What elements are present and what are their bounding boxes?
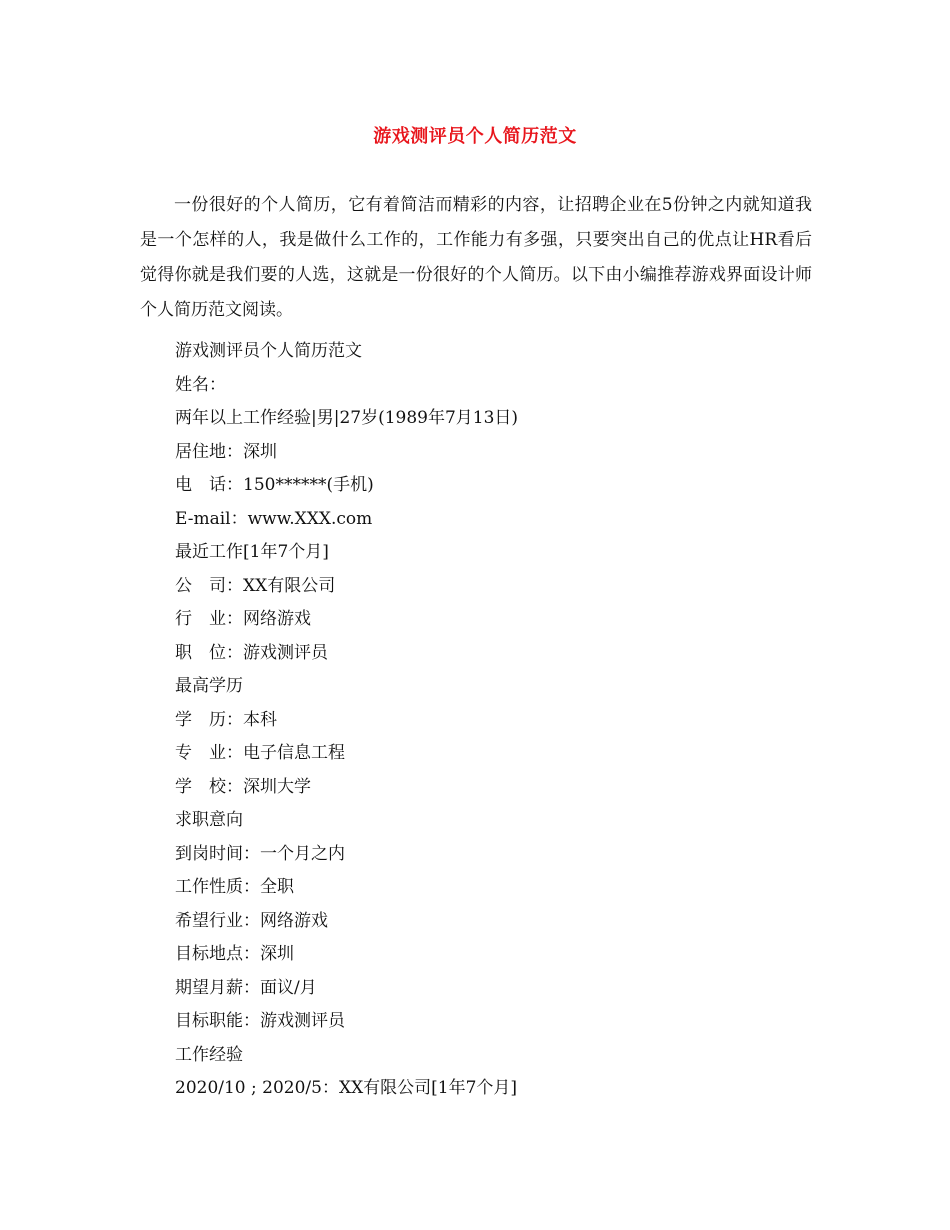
page-title: 游戏测评员个人简历范文 (373, 126, 577, 147)
line-education-heading: 最高学历 (175, 676, 243, 696)
line-major: 专 业：电子信息工程 (175, 743, 345, 763)
line-summary: 两年以上工作经验|男|27岁(1989年7月13日) (175, 408, 519, 428)
line-target-location: 目标地点：深圳 (175, 944, 294, 964)
line-email: E-mail：www.XXX.com (175, 508, 373, 529)
line-name: 姓名： (175, 374, 226, 395)
line-phone: 电 话：150******(手机) (175, 475, 374, 495)
line-industry: 行 业：网络游戏 (175, 609, 311, 629)
line-residence: 居住地：深圳 (175, 441, 277, 462)
line-target-role: 目标职能：游戏测评员 (175, 1011, 345, 1031)
line-expected-salary: 期望月薪：面议/月 (175, 977, 317, 998)
line-intent-heading: 求职意向 (175, 810, 243, 830)
line-position: 职 位：游戏测评员 (175, 642, 328, 663)
line-recent-work: 最近工作[1年7个月] (175, 542, 329, 562)
line-experience-entry: 2020/10 ; 2020/5：XX有限公司[1年7个月] (175, 1078, 518, 1098)
line-job-type: 工作性质：全职 (175, 877, 294, 897)
line-heading: 游戏测评员个人简历范文 (175, 341, 362, 361)
line-school: 学 校：深圳大学 (175, 776, 311, 797)
line-company: 公 司：XX有限公司 (175, 575, 336, 596)
intro-paragraph: 一份很好的个人简历，它有着简洁而精彩的内容，让招聘企业在5份钟之内就知道我是一个怎样的人，我是做什么工作的，工作能力有多强，只要突出自己的优点让HR看后觉得你就是我们要的人选，这就是一份很好的个人简历。以下由小编推荐游戏界面设计师个人简历范文阅读。 (140, 195, 812, 320)
resume-lines (175, 335, 815, 1106)
line-degree: 学 历：本科 (175, 709, 277, 730)
line-start-time: 到岗时间：一个月之内 (175, 843, 345, 864)
line-desired-industry: 希望行业：网络游戏 (175, 910, 328, 931)
line-experience-heading: 工作经验 (175, 1044, 243, 1065)
